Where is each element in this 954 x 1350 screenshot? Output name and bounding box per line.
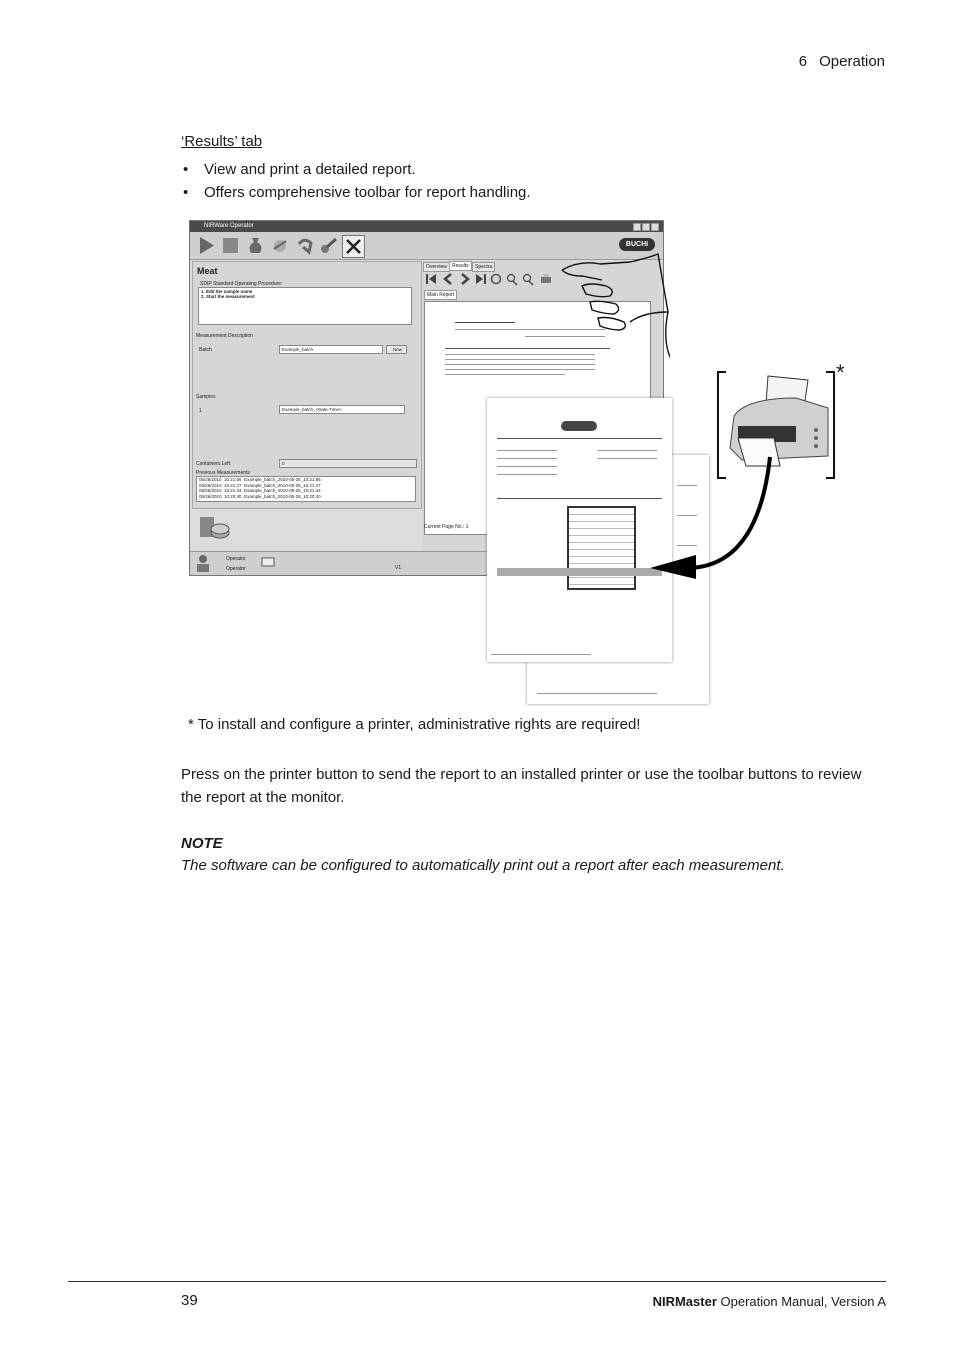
first-page-icon[interactable] bbox=[426, 274, 436, 284]
note-heading: NOTE bbox=[181, 835, 223, 852]
highlight-row bbox=[497, 568, 662, 576]
window-title: NIRWare Operator bbox=[204, 223, 254, 229]
note-text: The software can be configured to automatically print out a report after each measurement. bbox=[181, 857, 785, 874]
tab-spectra[interactable]: Spectra bbox=[472, 262, 495, 272]
close-icon[interactable] bbox=[651, 223, 659, 231]
measurement-name: Example_batch_2010-05-26_10:21:47 bbox=[244, 482, 321, 488]
measurement-date: 05/26/2010 bbox=[199, 477, 222, 482]
measurement-time: 10:21:56 bbox=[224, 477, 242, 482]
sop-step: 2. Start the measurement bbox=[201, 294, 255, 299]
manual-title bbox=[653, 1294, 886, 1309]
list-item[interactable] bbox=[199, 494, 415, 500]
running-header bbox=[799, 53, 885, 70]
manual-brand: NIRMaster bbox=[652, 1294, 717, 1309]
sample-bag-icon[interactable] bbox=[245, 235, 266, 256]
measurement-time: 10:21:34 bbox=[224, 488, 242, 493]
last-page-icon[interactable] bbox=[476, 274, 486, 284]
sop-step: 1. Edit the sample name bbox=[201, 289, 253, 294]
measurement-name: Example_batch_2010-05-26_10:21:34 bbox=[244, 488, 321, 493]
maximize-icon[interactable] bbox=[642, 223, 650, 231]
chapter-title: Operation bbox=[819, 53, 885, 70]
sample-name-field[interactable]: Example_batch_<Date-Time> bbox=[279, 405, 405, 414]
operator-icon bbox=[195, 554, 211, 572]
zoom-out-icon[interactable] bbox=[524, 275, 534, 286]
measurement-date: 05/26/2010 bbox=[199, 482, 222, 488]
measurement-name: Example_batch_2010-05-26_10:21:56 bbox=[244, 477, 321, 482]
batch-label: Batch bbox=[199, 347, 212, 353]
list-item: • View and print a detailed report. bbox=[181, 158, 531, 181]
printer-footnote-marker: * bbox=[836, 360, 845, 385]
zoom-in-icon[interactable] bbox=[508, 275, 518, 286]
status-user-value: Operator bbox=[226, 566, 246, 572]
measurement-name: Example_batch_2010-05-26_10:20:40 bbox=[244, 493, 321, 499]
stop-icon[interactable] bbox=[220, 235, 241, 256]
sample-panel bbox=[192, 261, 422, 509]
section-title: ‘Results’ tab bbox=[181, 133, 263, 150]
report-toolbar bbox=[424, 272, 564, 286]
containers-left-value: 0 bbox=[279, 459, 417, 468]
manual-version: Operation Manual, Version A bbox=[716, 1294, 886, 1309]
tools-icon[interactable] bbox=[318, 235, 339, 256]
reference-icon[interactable] bbox=[270, 235, 291, 256]
page-number: 39 bbox=[181, 1292, 198, 1309]
sample-name: Meat bbox=[197, 266, 218, 276]
tab-overview[interactable]: Overview bbox=[423, 262, 450, 272]
buchi-logo: BUCHI bbox=[619, 238, 655, 251]
refresh-icon[interactable] bbox=[492, 275, 501, 284]
print-icon[interactable] bbox=[541, 274, 551, 283]
measurement-date: 05/26/2010 bbox=[199, 488, 222, 493]
monitor-icon[interactable] bbox=[261, 557, 275, 568]
play-icon[interactable] bbox=[196, 235, 217, 256]
sample-cup-icon bbox=[196, 513, 232, 545]
undo-icon[interactable] bbox=[294, 235, 315, 256]
measurement-date: 05/26/2010 bbox=[199, 493, 222, 499]
chapter-number: 6 bbox=[798, 53, 808, 70]
measurement-time: 10:20:40 bbox=[224, 493, 242, 499]
measurement-time: 10:21:47 bbox=[224, 482, 242, 488]
sample-index: 1 bbox=[199, 408, 202, 414]
current-page-label: Current Page No.: 1 bbox=[424, 524, 469, 530]
hand-pointer-icon bbox=[560, 252, 670, 372]
status-version: V1 bbox=[395, 565, 402, 571]
previous-measurements-list[interactable] bbox=[196, 476, 416, 502]
status-user-label: Operator bbox=[226, 556, 246, 562]
sop-label: SDIP Standard Operating Procedure: bbox=[200, 281, 283, 287]
window-titlebar bbox=[190, 221, 663, 232]
sop-box bbox=[198, 287, 412, 325]
footnote: * To install and configure a printer, administrative rights are required! bbox=[188, 716, 641, 733]
feature-list bbox=[181, 158, 531, 204]
batch-select[interactable]: Example_batch bbox=[279, 345, 383, 354]
new-batch-button[interactable]: New bbox=[386, 345, 407, 354]
containers-left-label: Containers Left: bbox=[196, 461, 232, 467]
body-paragraph: Press on the printer button to send the report to an installed printer or use the toolbar buttons to review the report at the monitor. bbox=[181, 766, 862, 806]
previous-measurements-label: Previous Measurements bbox=[196, 470, 250, 476]
minimize-icon[interactable] bbox=[633, 223, 641, 231]
tab-results[interactable]: Results bbox=[449, 261, 472, 271]
footer-rule bbox=[68, 1281, 886, 1282]
next-page-icon[interactable] bbox=[462, 274, 468, 284]
samples-label: Samples bbox=[196, 394, 216, 400]
list-item: • Offers comprehensive toolbar for report handling. bbox=[181, 181, 531, 204]
tab-main-report[interactable]: Main Report bbox=[424, 290, 457, 300]
curved-arrow-icon bbox=[640, 455, 780, 580]
cancel-icon[interactable] bbox=[342, 235, 365, 258]
report-table bbox=[567, 506, 636, 590]
measurement-description-label: Measurement Description bbox=[196, 333, 253, 339]
page-logo bbox=[561, 421, 597, 431]
previous-page-icon[interactable] bbox=[445, 274, 451, 284]
